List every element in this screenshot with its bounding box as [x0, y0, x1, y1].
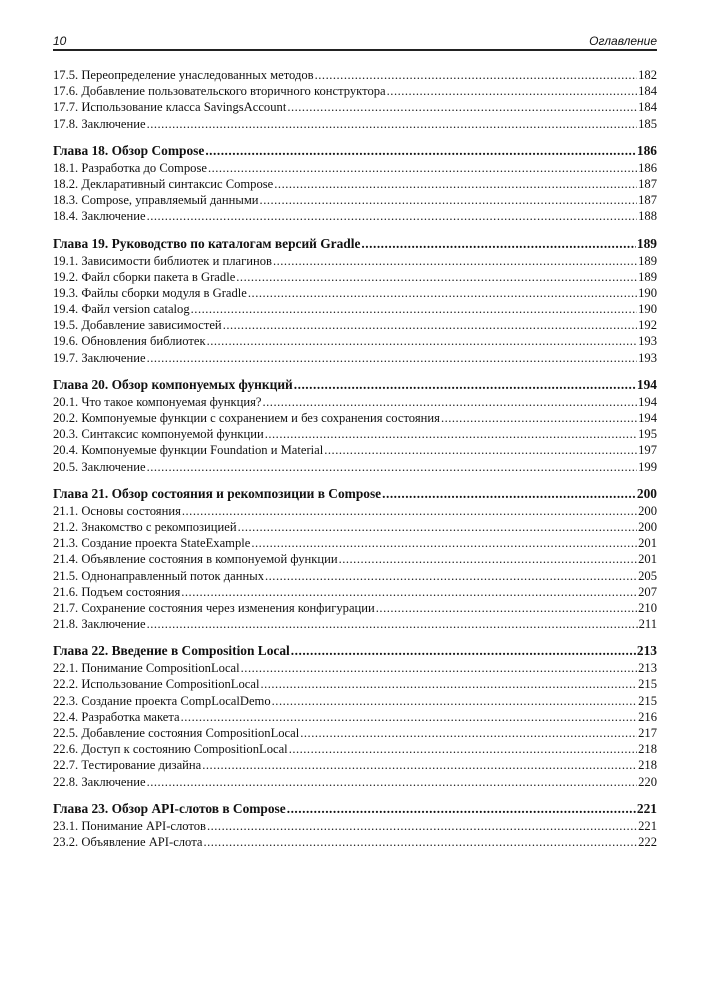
section-entry-page: 193: [638, 350, 657, 365]
dot-leader: [294, 376, 636, 394]
toc-group: [53, 67, 657, 132]
section-entry: [53, 160, 657, 176]
section-entry-label: 22.5. Добавление состояния CompositionLocal: [53, 726, 300, 740]
section-entry-label: 22.7. Тестирование дизайна: [53, 758, 202, 773]
dot-leader: [205, 142, 636, 160]
table-of-contents: [53, 67, 657, 860]
section-entry-page: 190: [638, 302, 657, 317]
section-entry: [53, 725, 657, 741]
section-entry-label: 21.2. Знакомство с рекомпозицией: [53, 519, 237, 534]
dot-leader: [315, 67, 637, 83]
section-entry: [53, 116, 657, 132]
chapter-entry-page: 194: [636, 376, 657, 392]
dot-leader: [207, 818, 637, 834]
chapter-entry: [53, 235, 657, 253]
dot-leader: [182, 503, 637, 519]
dot-leader: [387, 83, 637, 99]
chapter-entry-page: 189: [636, 235, 657, 251]
section-entry-page: 186: [638, 160, 657, 175]
section-entry-label: 19.1. Зависимости библиотек и плагинов: [53, 253, 272, 268]
dot-leader: [260, 192, 638, 208]
section-entry-page: 188: [638, 209, 657, 224]
dot-leader: [236, 269, 637, 285]
section-entry-page: 187: [638, 193, 657, 208]
section-entry: [53, 551, 657, 567]
section-entry-page: 189: [638, 269, 657, 284]
section-entry: [53, 709, 657, 725]
section-entry-label: 18.3. Compose, управляемый данными: [53, 193, 259, 208]
dot-leader: [191, 301, 637, 317]
section-entry: [53, 67, 657, 83]
section-entry-page: 205: [638, 568, 657, 583]
section-entry-label: 21.6. Подъем состояния: [53, 584, 181, 599]
chapter-entry-label: Глава 20. Обзор компонуемых функций: [53, 376, 293, 392]
section-entry-page: 200: [638, 503, 657, 518]
section-entry-page: 192: [638, 318, 657, 333]
section-entry-page: 184: [638, 100, 657, 115]
chapter-entry: [53, 485, 657, 503]
section-entry-label: 22.1. Понимание CompositionLocal: [53, 661, 240, 676]
toc-group: [53, 642, 657, 790]
section-entry: [53, 253, 657, 269]
section-entry-page: 184: [638, 84, 657, 99]
section-entry-page: 200: [638, 519, 657, 534]
toc-group: [53, 376, 657, 475]
toc-group: [53, 235, 657, 366]
section-entry-page: 197: [638, 443, 657, 458]
section-entry: [53, 600, 657, 616]
dot-leader: [287, 800, 636, 818]
section-entry-page: 220: [638, 774, 657, 789]
section-entry-label: 21.3. Создание проекта StateExample: [53, 536, 251, 551]
section-entry: [53, 208, 657, 224]
section-entry-label: 21.5. Однонаправленный поток данных: [53, 568, 264, 583]
chapter-entry-page: 186: [636, 142, 657, 158]
running-header: [53, 31, 657, 51]
chapter-entry: [53, 642, 657, 660]
section-entry-label: 21.7. Сохранение состояния через изменения конфигурации: [53, 600, 375, 615]
section-entry-label: 20.3. Синтаксис компонуемой функции: [53, 427, 264, 442]
section-entry-label: 18.4. Заключение: [53, 209, 146, 224]
dot-leader: [181, 584, 637, 600]
chapter-entry-label: Глава 19. Руководство по каталогам версий Gradle: [53, 235, 361, 251]
dot-leader: [265, 426, 637, 442]
dot-leader: [263, 394, 638, 410]
section-entry-label: 19.5. Добавление зависимостей: [53, 318, 222, 333]
dot-leader: [147, 116, 638, 132]
dot-leader: [147, 616, 638, 632]
toc-group: [53, 800, 657, 850]
section-entry: [53, 503, 657, 519]
section-entry: [53, 442, 657, 458]
page-number: 10: [53, 34, 67, 48]
chapter-entry: [53, 142, 657, 160]
section-entry-page: 193: [638, 334, 657, 349]
chapter-entry: [53, 376, 657, 394]
section-entry: [53, 426, 657, 442]
chapter-entry-page: 221: [636, 800, 657, 816]
chapter-entry-label: Глава 18. Обзор Compose: [53, 142, 205, 158]
section-entry: [53, 757, 657, 773]
dot-leader: [207, 333, 638, 349]
dot-leader: [241, 660, 637, 676]
section-entry-label: 19.4. Файл version catalog: [53, 302, 190, 317]
dot-leader: [251, 535, 637, 551]
section-entry-page: 218: [638, 758, 657, 773]
section-entry-page: 194: [638, 394, 657, 409]
section-entry: [53, 317, 657, 333]
section-entry-page: 211: [638, 617, 657, 632]
section-entry-page: 201: [638, 536, 657, 551]
section-entry-page: 194: [638, 411, 657, 425]
section-entry: [53, 192, 657, 208]
dot-leader: [260, 676, 637, 692]
chapter-entry-page: 200: [636, 485, 657, 501]
section-entry-label: 21.4. Объявление состояния в компонуемой функции: [53, 552, 338, 567]
section-entry: [53, 394, 657, 410]
section-entry-page: 221: [638, 818, 657, 833]
section-entry-label: 22.8. Заключение: [53, 774, 146, 789]
section-entry: [53, 519, 657, 535]
section-entry: [53, 176, 657, 192]
section-entry: [53, 459, 657, 475]
dot-leader: [181, 709, 637, 725]
dot-leader: [202, 757, 637, 773]
section-entry-label: 17.6. Добавление пользовательского вторичного конструктора: [53, 84, 386, 99]
section-entry-label: 19.2. Файл сборки пакета в Gradle: [53, 269, 236, 284]
dot-leader: [265, 568, 637, 584]
section-entry: [53, 834, 657, 850]
section-entry-page: 216: [638, 709, 657, 724]
dot-leader: [272, 693, 637, 709]
section-entry: [53, 741, 657, 757]
section-entry-label: 21.8. Заключение: [53, 617, 146, 632]
section-entry: [53, 350, 657, 366]
section-entry-label: 22.4. Разработка макета: [53, 709, 180, 724]
section-entry-label: 17.8. Заключение: [53, 116, 146, 131]
section-entry-label: 18.1. Разработка до Compose: [53, 160, 207, 175]
section-entry-label: 23.2. Объявление API-слота: [53, 834, 203, 849]
section-entry-label: 19.6. Обновления библиотек: [53, 334, 206, 349]
dot-leader: [382, 485, 636, 503]
section-entry-label: 17.7. Использование класса SavingsAccount: [53, 100, 287, 115]
dot-leader: [274, 176, 637, 192]
dot-leader: [291, 642, 636, 660]
chapter-entry-label: Глава 23. Обзор API-слотов в Compose: [53, 800, 286, 816]
dot-leader: [376, 600, 637, 616]
section-entry-page: 215: [638, 693, 657, 708]
toc-group: [53, 142, 657, 225]
dot-leader: [289, 741, 637, 757]
section-entry: [53, 693, 657, 709]
dot-leader: [287, 99, 637, 115]
toc-group: [53, 485, 657, 633]
section-entry: [53, 410, 657, 426]
dot-leader: [208, 160, 637, 176]
section-entry-label: 20.4. Компонуемые функции Foundation и Material: [53, 443, 324, 458]
section-entry-label: 23.1. Понимание API-слотов: [53, 818, 206, 833]
section-entry-page: 217: [638, 726, 657, 740]
section-entry-label: 17.5. Переопределение унаследованных методов: [53, 68, 314, 82]
section-entry-page: 199: [638, 459, 657, 474]
section-entry: [53, 660, 657, 676]
dot-leader: [339, 551, 638, 567]
dot-leader: [300, 725, 637, 741]
section-entry: [53, 568, 657, 584]
section-entry-page: 201: [638, 552, 657, 567]
dot-leader: [361, 235, 635, 253]
section-entry: [53, 333, 657, 349]
section-entry-page: 182: [638, 68, 657, 82]
chapter-entry-label: Глава 22. Введение в Composition Local: [53, 643, 290, 659]
dot-leader: [147, 459, 638, 475]
dot-leader: [203, 834, 637, 850]
dot-leader: [248, 285, 637, 301]
section-entry-label: 18.2. Декларативный синтаксис Compose: [53, 176, 274, 191]
section-entry-page: 215: [638, 677, 657, 692]
section-entry-label: 20.2. Компонуемые функции с сохранением и без сохранения состояния: [53, 411, 440, 425]
chapter-entry-label: Глава 21. Обзор состояния и рекомпозиции в Compose: [53, 485, 382, 501]
section-entry: [53, 99, 657, 115]
section-entry-page: 213: [638, 661, 657, 676]
dot-leader: [147, 350, 638, 366]
section-entry-page: 190: [638, 285, 657, 300]
dot-leader: [273, 253, 637, 269]
section-entry-label: 22.6. Доступ к состоянию CompositionLocal: [53, 742, 288, 757]
section-title: Оглавление: [589, 34, 657, 48]
section-entry: [53, 535, 657, 551]
section-entry: [53, 676, 657, 692]
section-entry: [53, 285, 657, 301]
section-entry: [53, 774, 657, 790]
section-entry: [53, 584, 657, 600]
section-entry-page: 189: [638, 253, 657, 268]
section-entry-page: 218: [638, 742, 657, 757]
dot-leader: [223, 317, 637, 333]
section-entry-label: 22.2. Использование CompositionLocal: [53, 677, 260, 692]
chapter-entry-page: 213: [636, 643, 657, 659]
section-entry-page: 207: [638, 584, 657, 599]
section-entry-label: 21.1. Основы состояния: [53, 503, 181, 518]
section-entry-label: 20.1. Что такое компонуемая функция?: [53, 394, 262, 409]
dot-leader: [147, 208, 638, 224]
section-entry-label: 20.5. Заключение: [53, 459, 146, 474]
section-entry-label: 19.7. Заключение: [53, 350, 146, 365]
section-entry: [53, 83, 657, 99]
section-entry-page: 210: [638, 600, 657, 615]
section-entry-page: 195: [638, 427, 657, 442]
section-entry-page: 187: [638, 176, 657, 191]
section-entry-label: 19.3. Файлы сборки модуля в Gradle: [53, 285, 247, 300]
dot-leader: [441, 410, 637, 426]
section-entry-page: 185: [638, 116, 657, 131]
section-entry-page: 222: [638, 834, 657, 849]
section-entry: [53, 616, 657, 632]
dot-leader: [147, 774, 638, 790]
section-entry: [53, 301, 657, 317]
chapter-entry: [53, 800, 657, 818]
section-entry: [53, 818, 657, 834]
dot-leader: [324, 442, 637, 458]
section-entry: [53, 269, 657, 285]
section-entry-label: 22.3. Создание проекта CompLocalDemo: [53, 693, 271, 708]
dot-leader: [238, 519, 638, 535]
